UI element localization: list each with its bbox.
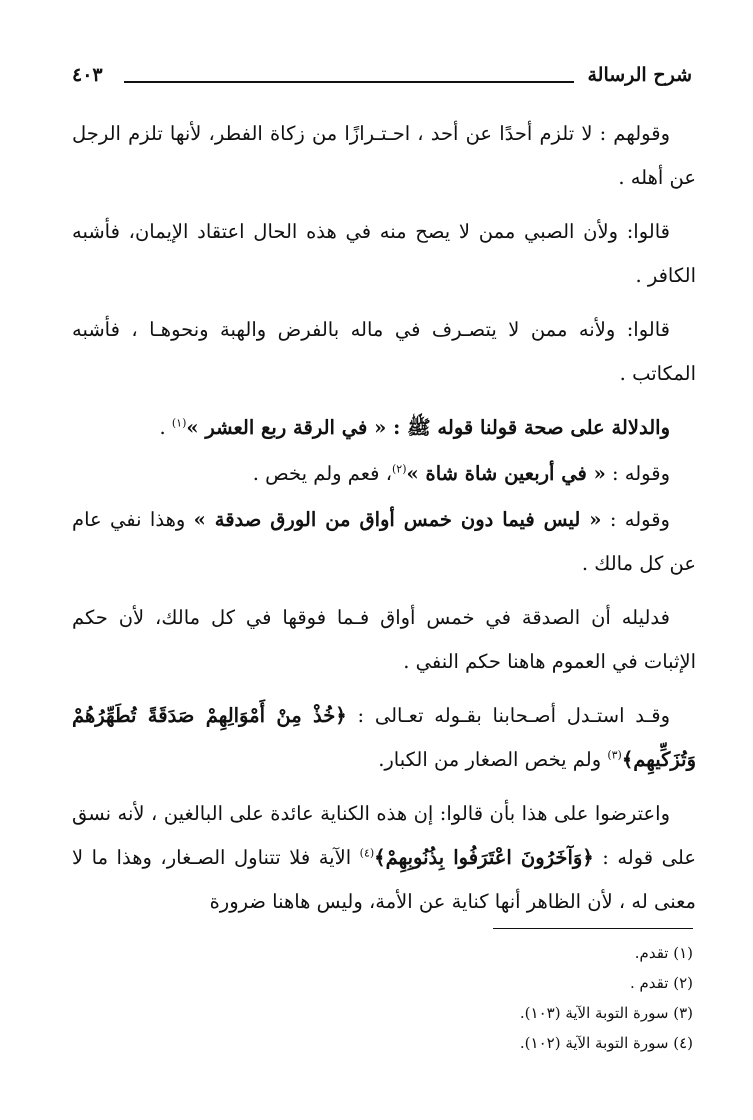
paragraph-6-lead: وقوله : xyxy=(601,508,670,531)
footnote-2: (٢) تقدم . xyxy=(629,974,693,992)
hadith-quote-2: « في أربعين شاة شاة » xyxy=(406,462,606,485)
page-header xyxy=(72,62,692,96)
paragraph-3: قالوا: ولأنه ممن لا يتصـرف في ماله بالفرض والهبة ونحوهـا ، فأشبه المكاتب . xyxy=(72,318,696,385)
footnote-separator xyxy=(493,928,693,929)
paragraph-5-lead: وقوله : xyxy=(605,462,670,485)
footnotes xyxy=(73,938,693,1058)
paragraph-4-lead: والدلالة على صحة قولنا قوله ﷺ : xyxy=(386,416,670,439)
footnote-ref-1: (١) xyxy=(171,416,187,430)
footnote-4: (٤) سورة التوبة الآية (١٠٢). xyxy=(519,1034,693,1052)
paragraph-5-end: ، فعم ولم يخص . xyxy=(252,462,392,485)
footnote-1: (١) تقدم. xyxy=(634,944,693,962)
hadith-quote-3: « ليس فيما دون خمس أواق من الورق صدقة » xyxy=(193,508,602,531)
page-number: ٤٠٣ xyxy=(72,64,103,86)
paragraph-6-end: وهذا نفي عام عن كل مالك . xyxy=(72,508,696,575)
footnote-ref-2: (٢) xyxy=(392,462,407,476)
paragraph-8 xyxy=(72,694,696,782)
main-text xyxy=(72,112,696,934)
paragraph-6 xyxy=(72,498,696,586)
running-title: شرح الرسالة xyxy=(587,64,692,86)
footnote-3: (٣) سورة التوبة الآية (١٠٣). xyxy=(519,1004,693,1022)
paragraph-5 xyxy=(72,452,696,496)
paragraph-4-end: . xyxy=(159,416,172,439)
quran-verse-1: ﴿خُذْ مِنْ أَمْوَالِهِمْ صَدَقَةً تُطَهِّرُهُمْ وَتُزَكِّيهِم﴾ xyxy=(72,704,696,771)
paragraph-2: قالوا: ولأن الصبي ممن لا يصح منه في هذه الحال اعتقاد الإيمان، فأشبه الكافر . xyxy=(72,220,696,287)
hadith-quote-1: « في الرقة ربع العشر » xyxy=(186,416,387,439)
paragraph-4 xyxy=(72,406,696,450)
footnote-ref-3: (٣) xyxy=(607,748,622,762)
paragraph-1: وقولهم : لا تلزم أحدًا عن أحد ، احـتـرازًا من زكاة الفطر، لأنها تلزم الرجل عن أهله . xyxy=(72,122,696,189)
footnote-ref-4: (٤) xyxy=(359,846,375,860)
paragraph-8-lead: وقـد استـدل أصـحابنا بقـوله تعـالى : xyxy=(346,704,670,727)
paragraph-9-end: الآية فلا تتناول الصـغار، وهذا ما لا معنى له ، لأن الظاهر أنها كناية عن الأمة، وليس هاهنا ضرورة xyxy=(72,846,696,913)
header-rule xyxy=(124,81,574,83)
paragraph-7: فدليله أن الصدقة في خمس أواق فـما فوقها في كل مالك، لأن حكم الإثبات في العموم هاهنا حكم النفي . xyxy=(72,606,696,673)
paragraph-8-end: ولم يخص الصغار من الكبار. xyxy=(378,748,608,771)
paragraph-9 xyxy=(72,792,696,924)
paragraph-9-lead: واعترضوا على هذا بأن قالوا: إن هذه الكناية عائدة على البالغين ، لأنه نسق على قوله : xyxy=(72,802,696,869)
quran-verse-2: ﴿وَآخَرُونَ اعْتَرَفُوا بِذُنُوبِهِمْ﴾ xyxy=(374,846,594,869)
